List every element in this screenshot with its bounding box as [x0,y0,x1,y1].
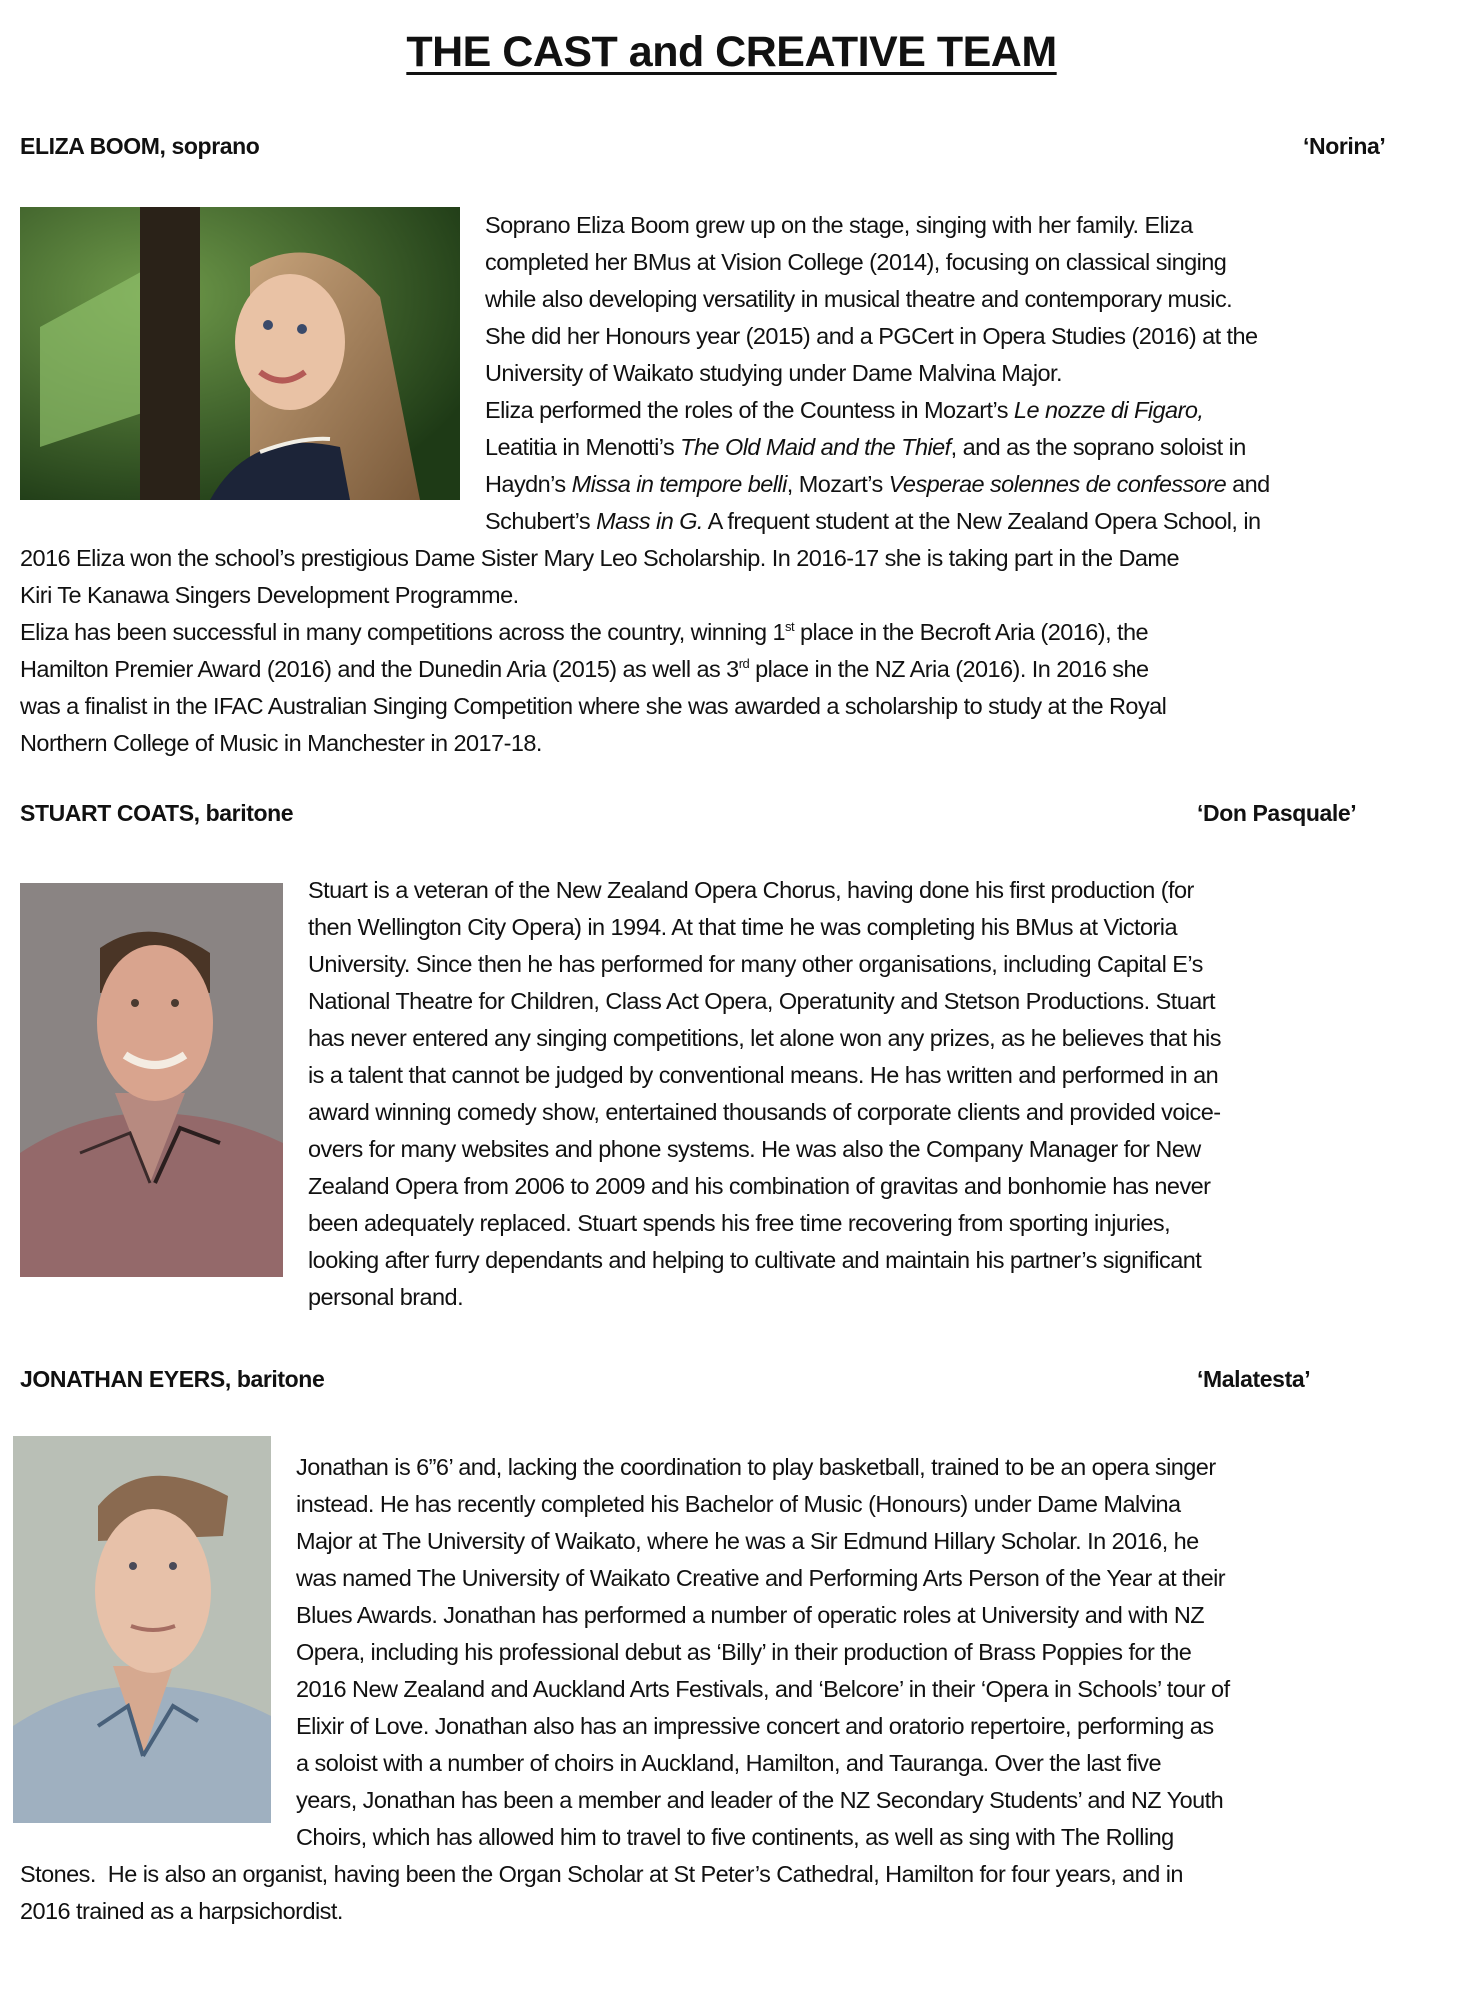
bio-text: place in the Becroft Aria (2016), the [794,619,1149,645]
work-title: Mass in G. [596,508,703,534]
cast-role: ‘Norina’ [1303,133,1386,159]
work-title: Missa in tempore belli [571,471,787,497]
bio-line: been adequately replaced. Stuart spends his free time recovering from sporting injuries, [308,1210,1171,1236]
bio-line: Major at The University of Waikato, where he was a Sir Edmund Hillary Scholar. In 2016, he [296,1528,1199,1554]
page-title-text: THE CAST and CREATIVE TEAM [406,28,1057,76]
cast-role: ‘Don Pasquale’ [1197,800,1357,826]
bio-line: looking after furry dependants and helping to cultivate and maintain his partner’s significant [308,1247,1202,1273]
bio-line: Jonathan is 6”6’ and, lacking the coordination to play basketball, trained to be an opera singer [296,1454,1216,1480]
cast-name: JONATHAN EYERS, baritone [20,1366,325,1392]
bio-line: 2016 trained as a harpsichordist. [20,1898,343,1924]
bio-line: personal brand. [308,1284,464,1310]
bio-line: completed her BMus at Vision College (2014), focusing on classical singing [485,249,1227,275]
stuart-portrait-image [20,883,283,1277]
stuart-photo [20,883,283,1277]
bio-text: Hamilton Premier Award (2016) and the Dunedin Aria (2015) as well as 3 [20,656,739,682]
bio-line [485,395,1203,425]
bio-line: award winning comedy show, entertained thousands of corporate clients and provided voice- [308,1099,1221,1125]
cast-heading-jonathan [20,1366,1410,1396]
bio-line: University. Since then he has performed for many other organisations, including Capital E’s [308,951,1203,977]
bio-line: then Wellington City Opera) in 1994. At that time he was completing his BMus at Victoria [308,914,1177,940]
eliza-photo [20,207,460,500]
bio-text: Schubert’s [485,508,597,534]
bio-text: A frequent student at the New Zealand Opera School, in [702,508,1261,534]
bio-line: Kiri Te Kanawa Singers Development Programme. [20,582,519,608]
bio-line [20,617,1148,647]
bio-line: overs for many websites and phone systems. He was also the Company Manager for New [308,1136,1201,1162]
bio-line: Northern College of Music in Manchester in 2017-18. [20,730,542,756]
bio-line: Opera, including his professional debut as ‘Billy’ in their production of Brass Poppies for the [296,1639,1192,1665]
bio-line [20,654,1149,684]
cast-name: ELIZA BOOM, soprano [20,133,260,159]
bio-line: She did her Honours year (2015) and a PGCert in Opera Studies (2016) at the [485,323,1258,349]
work-title: Le nozze di Figaro, [1013,397,1204,423]
bio-text: place in the NZ Aria (2016). In 2016 she [749,656,1149,682]
ordinal-suffix: st [785,619,795,635]
work-title: The Old Maid and the Thief [680,434,951,460]
bio-line: Elixir of Love. Jonathan also has an impressive concert and oratorio repertoire, performing as [296,1713,1214,1739]
cast-heading-eliza [20,133,1410,163]
bio-line: University of Waikato studying under Dame Malvina Major. [485,360,1062,386]
bio-line [485,506,1261,536]
bio-line: Zealand Opera from 2006 to 2009 and his combination of gravitas and bonhomie has never [308,1173,1211,1199]
bio-line: Stuart is a veteran of the New Zealand Opera Chorus, having done his first production (for [308,877,1194,903]
bio-text: Eliza has been successful in many competitions across the country, winning 1 [20,619,786,645]
bio-line: years, Jonathan has been a member and leader of the NZ Secondary Students’ and NZ Youth [296,1787,1224,1813]
jonathan-photo [13,1436,271,1823]
bio-line: while also developing versatility in musical theatre and contemporary music. [485,286,1233,312]
bio-line: National Theatre for Children, Class Act Opera, Operatunity and Stetson Productions. Stuart [308,988,1215,1014]
bio-line: Choirs, which has allowed him to travel to five continents, as well as sing with The Rolling [296,1824,1174,1850]
bio-line: is a talent that cannot be judged by conventional means. He has written and performed in an [308,1062,1219,1088]
bio-line: a soloist with a number of choirs in Auckland, Hamilton, and Tauranga. Over the last five [296,1750,1161,1776]
bio-line: has never entered any singing competitions, let alone won any prizes, as he believes that his [308,1025,1221,1051]
cast-name: STUART COATS, baritone [20,800,294,826]
bio-line: Soprano Eliza Boom grew up on the stage, singing with her family. Eliza [485,212,1193,238]
bio-line: was a finalist in the IFAC Australian Singing Competition where she was awarded a scholarship to study at the Royal [20,693,1167,719]
bio-line [485,469,1270,499]
work-title: Vesperae solennes de confessore [888,471,1227,497]
bio-line: Stones. He is also an organist, having been the Organ Scholar at St Peter’s Cathedral, Hamilton for four years, and in [20,1861,1183,1887]
bio-line: 2016 New Zealand and Auckland Arts Festivals, and ‘Belcore’ in their ‘Opera in Schools’ tour of [296,1676,1230,1702]
cast-heading-stuart [20,800,1410,830]
bio-line: instead. He has recently completed his Bachelor of Music (Honours) under Dame Malvina [296,1491,1181,1517]
bio-text: Haydn’s [485,471,572,497]
bio-text: and [1226,471,1270,497]
cast-role: ‘Malatesta’ [1197,1366,1311,1392]
bio-line: 2016 Eliza won the school’s prestigious Dame Sister Mary Leo Scholarship. In 2016-17 she is taking part in the Dame [20,545,1179,571]
jonathan-portrait-image [13,1436,271,1823]
bio-text: , Mozart’s [786,471,889,497]
bio-text: Leatitia in Menotti’s [485,434,681,460]
bio-line: Blues Awards. Jonathan has performed a number of operatic roles at University and with NZ [296,1602,1205,1628]
eliza-portrait-image [20,207,460,500]
bio-text: , and as the soprano soloist in [950,434,1246,460]
page-title [0,28,1463,77]
bio-text: Eliza performed the roles of the Countess in Mozart’s [485,397,1014,423]
bio-line: was named The University of Waikato Creative and Performing Arts Person of the Year at their [296,1565,1226,1591]
bio-line [485,432,1246,462]
ordinal-suffix: rd [738,656,750,672]
